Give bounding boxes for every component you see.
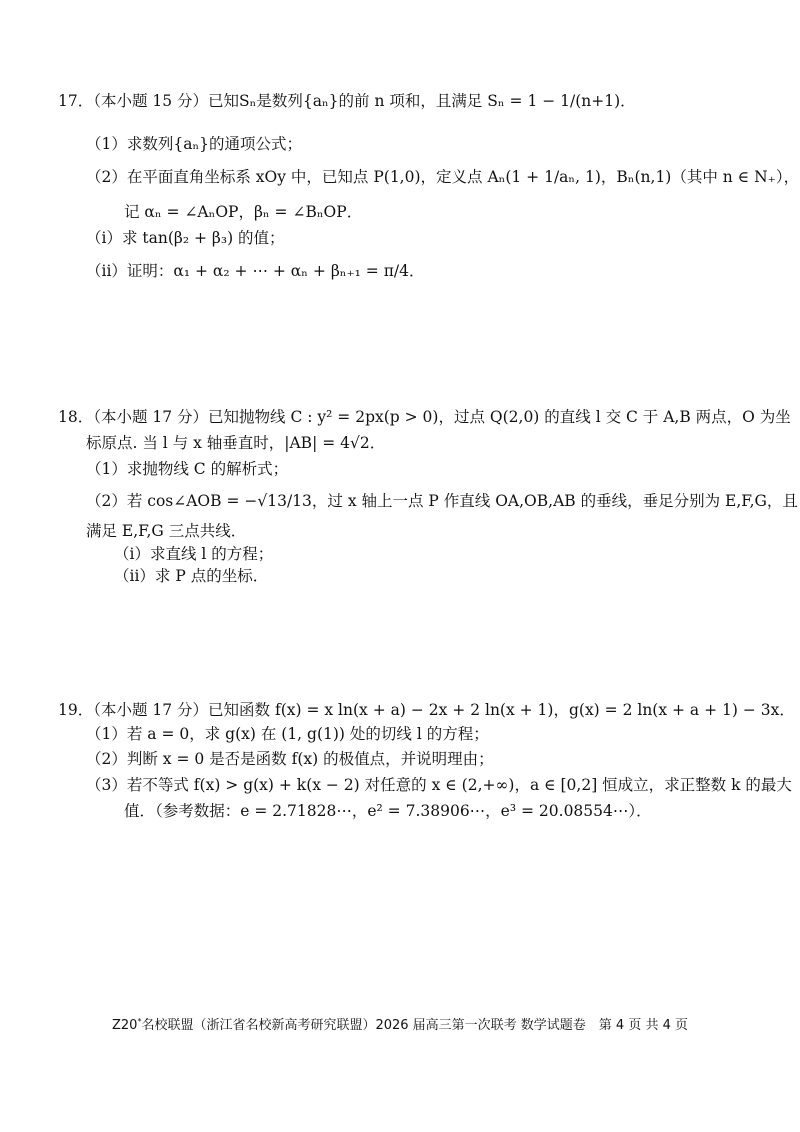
footer-brand-mark: * [137,1017,142,1026]
q17-sub-i: （i）求 tan(β₂ + β₃) 的值； [86,229,285,247]
q19-part3: （3）若不等式 f(x) > g(x) + k(x − 2) 对任意的 x ∈ (2,+∞)，a ∈ [0,2] 恒成立，求正整数 k 的最大 [86,776,792,794]
q19-stem: 19．（本小题 17 分）已知函数 f(x) = x ln(x + a) − 2x + 2 ln(x + 1)，g(x) = 2 ln(x + a + 1) − 3x． [58,701,795,719]
q17-part1: （1）求数列{aₙ}的通项公式； [86,135,303,153]
q19-part2: （2）判断 x = 0 是否是函数 f(x) 的极值点，并说明理由； [86,750,494,768]
q18-sub-i: （i）求直线 l 的方程； [114,545,274,563]
q18-stem: 18．（本小题 17 分）已知抛物线 C : y² = 2px(p > 0)，过点 Q(2,0) 的直线 l 交 C 于 A,B 两点，O 为坐 [58,408,791,426]
q17-part2-def: 记 αₙ = ∠AₙOP，βₙ = ∠BₙOP． [124,203,363,221]
footer-text: 名校联盟（浙江省名校新高考研究联盟）2026 届高三第一次联考 数学试题卷 第 4 页 共 4 页 [141,1018,688,1033]
q17-sub-ii: （ii）证明：α₁ + α₂ + ⋯ + αₙ + βₙ₊₁ = π/4． [86,262,425,280]
q19-part3-cont: 值．（参考数据：e = 2.71828⋯，e² = 7.38906⋯，e³ = 20.08554⋯）． [124,802,652,820]
q19-part1: （1）若 a = 0，求 g(x) 在 (1, g(1)) 处的切线 l 的方程； [86,725,489,743]
q18-part2-cont: 满足 E,F,G 三点共线． [86,522,247,540]
footer-brand: Z20 [111,1018,138,1033]
q18-sub-ii: （ii）求 P 点的坐标． [114,567,269,585]
q18-stem-cont: 标原点. 当 l 与 x 轴垂直时，|AB| = 4√2． [86,434,386,452]
q18-part1: （1）求抛物线 C 的解析式； [86,460,289,478]
q17-stem: 17．（本小题 15 分）已知Sₙ是数列{aₙ}的前 n 项和，且满足 Sₙ = 1 − 1/(n+1)． [58,92,636,110]
q17-part2: （2）在平面直角坐标系 xOy 中，已知点 P(1,0)，定义点 Aₙ(1 + 1/aₙ, 1)，Bₙ(n,1)（其中 n ∈ N₊）， [86,168,800,186]
page-footer [0,1014,800,1033]
q18-part2: （2）若 cos∠AOB = −√13/13，过 x 轴上一点 P 作直线 OA,OB,AB 的垂线，垂足分别为 E,F,G，且 [86,492,798,510]
